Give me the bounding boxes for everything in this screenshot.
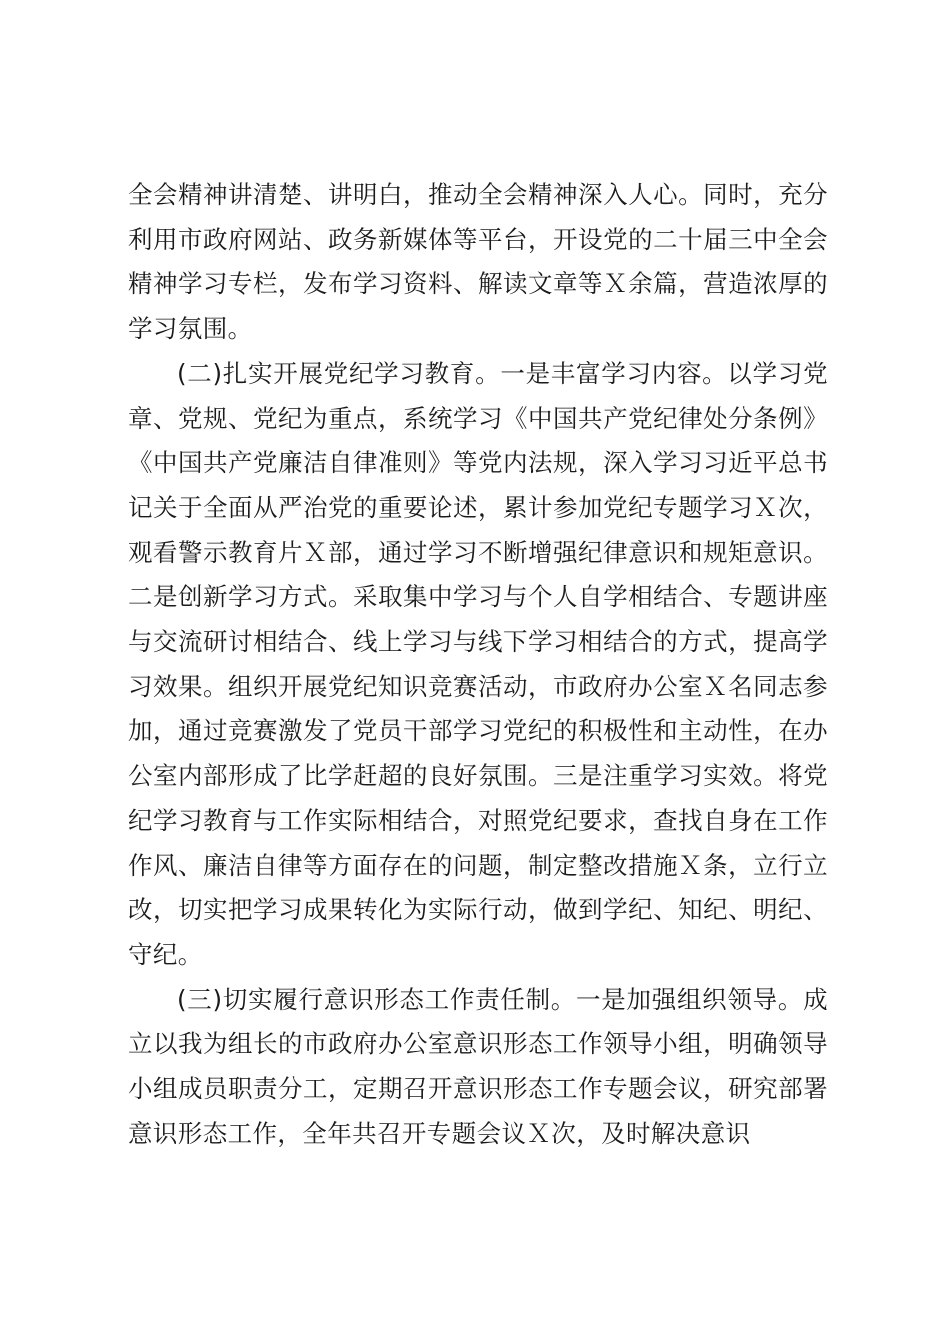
paragraph-party-discipline-education: (二)扎实开展党纪学习教育。一是丰富学习内容。以学习党章、党规、党纪为重点，系统学习《中国共产党纪律处分条例》《中国共产党廉洁自律准则》等党内法规，深入学习习近平总书记关于全面从严治党的重要论述，累计参加党纪专题学习Ｘ次，观看警示教育片Ｘ部，通过学习不断增强纪律意识和规矩意识。二是创新学习方式。采取集中学习与个人自学相结合、专题讲座与交流研讨相结合、线上学习与线下学习相结合的方式，提高学习效果。组织开展党纪知识竞赛活动，市政府办公室Ｘ名同志参加，通过竞赛激发了党员干部学习党纪的积极性和主动性，在办公室内部形成了比学赶超的良好氛围。三是注重学习实效。将党纪学习教育与工作实际相结合，对照党纪要求，查找自身在工作作风、廉洁自律等方面存在的问题，制定整改措施Ｘ条，立行立改，切实把学习成果转化为实际行动，做到学纪、知纪、明纪、守纪。 (128, 358, 828, 969)
document-body (128, 173, 828, 1156)
paragraph-ideology-responsibility: (三)切实履行意识形态工作责任制。一是加强组织领导。成立以我为组长的市政府办公室意识形态工作领导小组，明确领导小组成员职责分工，定期召开意识形态工作专题会议，研究部署意识形态工作，全年共召开专题会议Ｘ次，及时解决意识 (128, 984, 828, 1148)
paragraph-continuation: 全会精神讲清楚、讲明白，推动全会精神深入人心。同时，充分利用市政府网站、政务新媒体等平台，开设党的二十届三中全会精神学习专栏，发布学习资料、解读文章等Ｘ余篇，营造浓厚的学习氛围。 (128, 180, 828, 344)
